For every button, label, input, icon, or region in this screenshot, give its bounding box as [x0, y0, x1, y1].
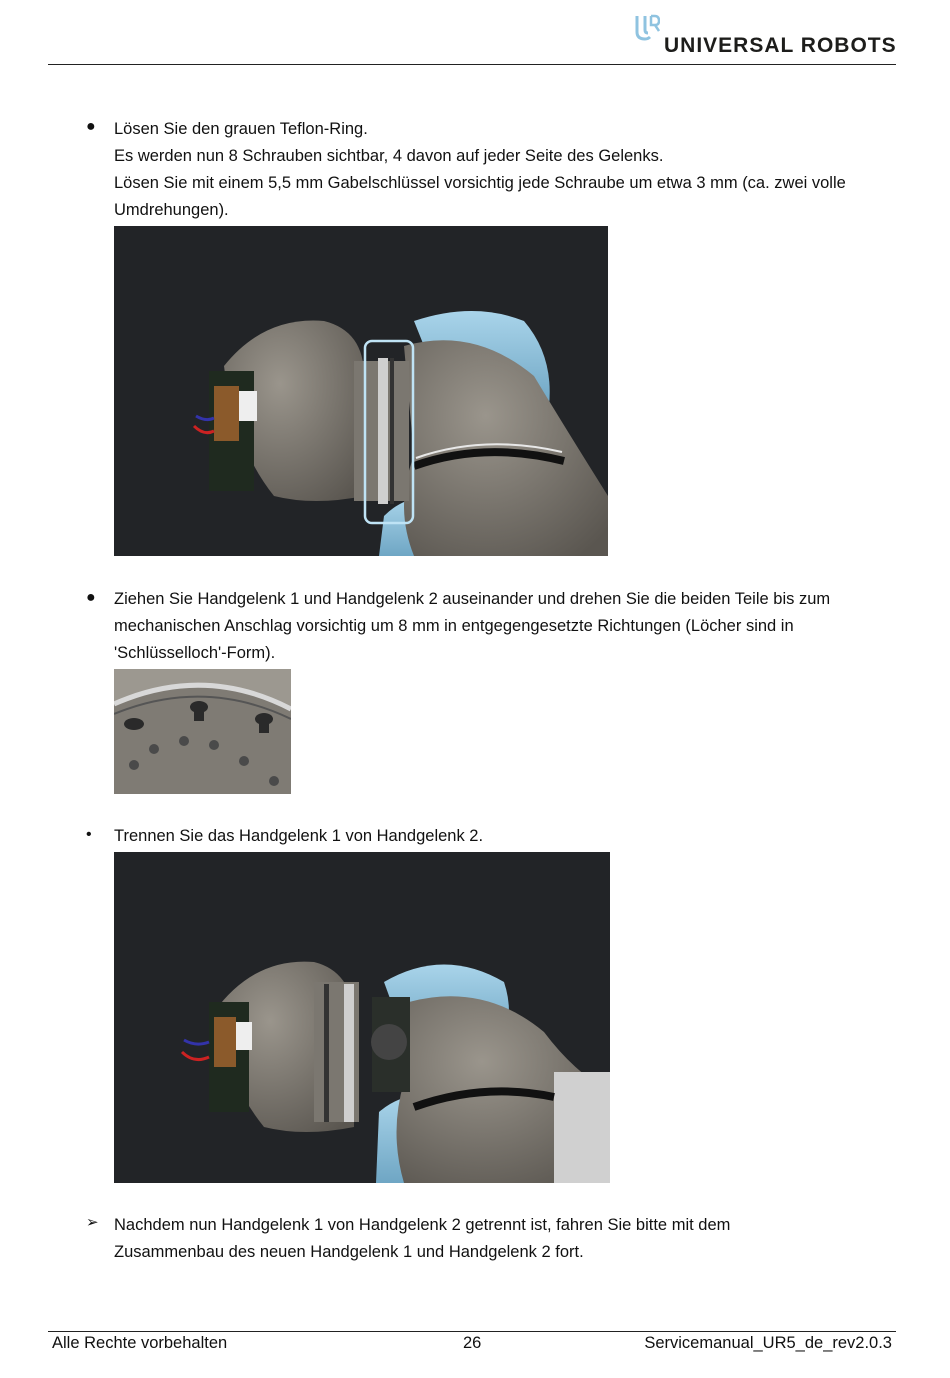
bullet-icon: ●	[86, 118, 96, 135]
bullet-icon: ●	[86, 589, 96, 606]
step2-line: 'Schlüsselloch'-Form).	[114, 644, 276, 662]
photo-keyhole-detail	[114, 669, 291, 794]
step3-text	[114, 823, 483, 850]
step2-line: Ziehen Sie Handgelenk 1 und Handgelenk 2 auseinander und drehen Sie die beiden Teile bis zum	[114, 590, 831, 608]
step1-line: Es werden nun 8 Schrauben sichtbar, 4 davon auf jeder Seite des Gelenks.	[114, 147, 664, 165]
step3-line: Trennen Sie das Handgelenk 1 von Handgelenk 2.	[114, 827, 484, 845]
footer-copyright: Alle Rechte vorbehalten	[52, 1334, 228, 1352]
step4-line: Zusammenbau des neuen Handgelenk 1 und Handgelenk 2 fort.	[114, 1243, 584, 1261]
step4-text	[114, 1212, 730, 1266]
footer-divider	[48, 1331, 896, 1332]
logo-text: UNIVERSAL ROBOTS	[664, 34, 897, 57]
header-divider	[48, 64, 896, 65]
photo-wrist-separated	[114, 852, 610, 1183]
arrow-bullet-icon: ➢	[86, 1214, 99, 1231]
step1-line: Lösen Sie mit einem 5,5 mm Gabelschlüssel vorsichtig jede Schraube um etwa 3 mm (ca. zwei volle	[114, 174, 846, 192]
step1-text	[114, 116, 846, 224]
document-id: Servicemanual_UR5_de_rev2.0.3	[644, 1334, 892, 1352]
bullet-icon: •	[86, 826, 92, 843]
step2-text	[114, 586, 830, 667]
step4-line: Nachdem nun Handgelenk 1 von Handgelenk 2 getrennt ist, fahren Sie bitte mit dem	[114, 1216, 731, 1234]
page-number: 26	[463, 1334, 482, 1352]
step2-line: mechanischen Anschlag vorsichtig um 8 mm in entgegengesetzte Richtungen (Löcher sind in	[114, 617, 794, 635]
step1-line: Lösen Sie den grauen Teflon-Ring.	[114, 120, 368, 138]
photo-wrist-teflon-ring	[114, 226, 608, 556]
ur-logo-icon	[634, 14, 660, 42]
step1-line: Umdrehungen).	[114, 201, 229, 219]
universal-robots-logo	[634, 12, 896, 60]
